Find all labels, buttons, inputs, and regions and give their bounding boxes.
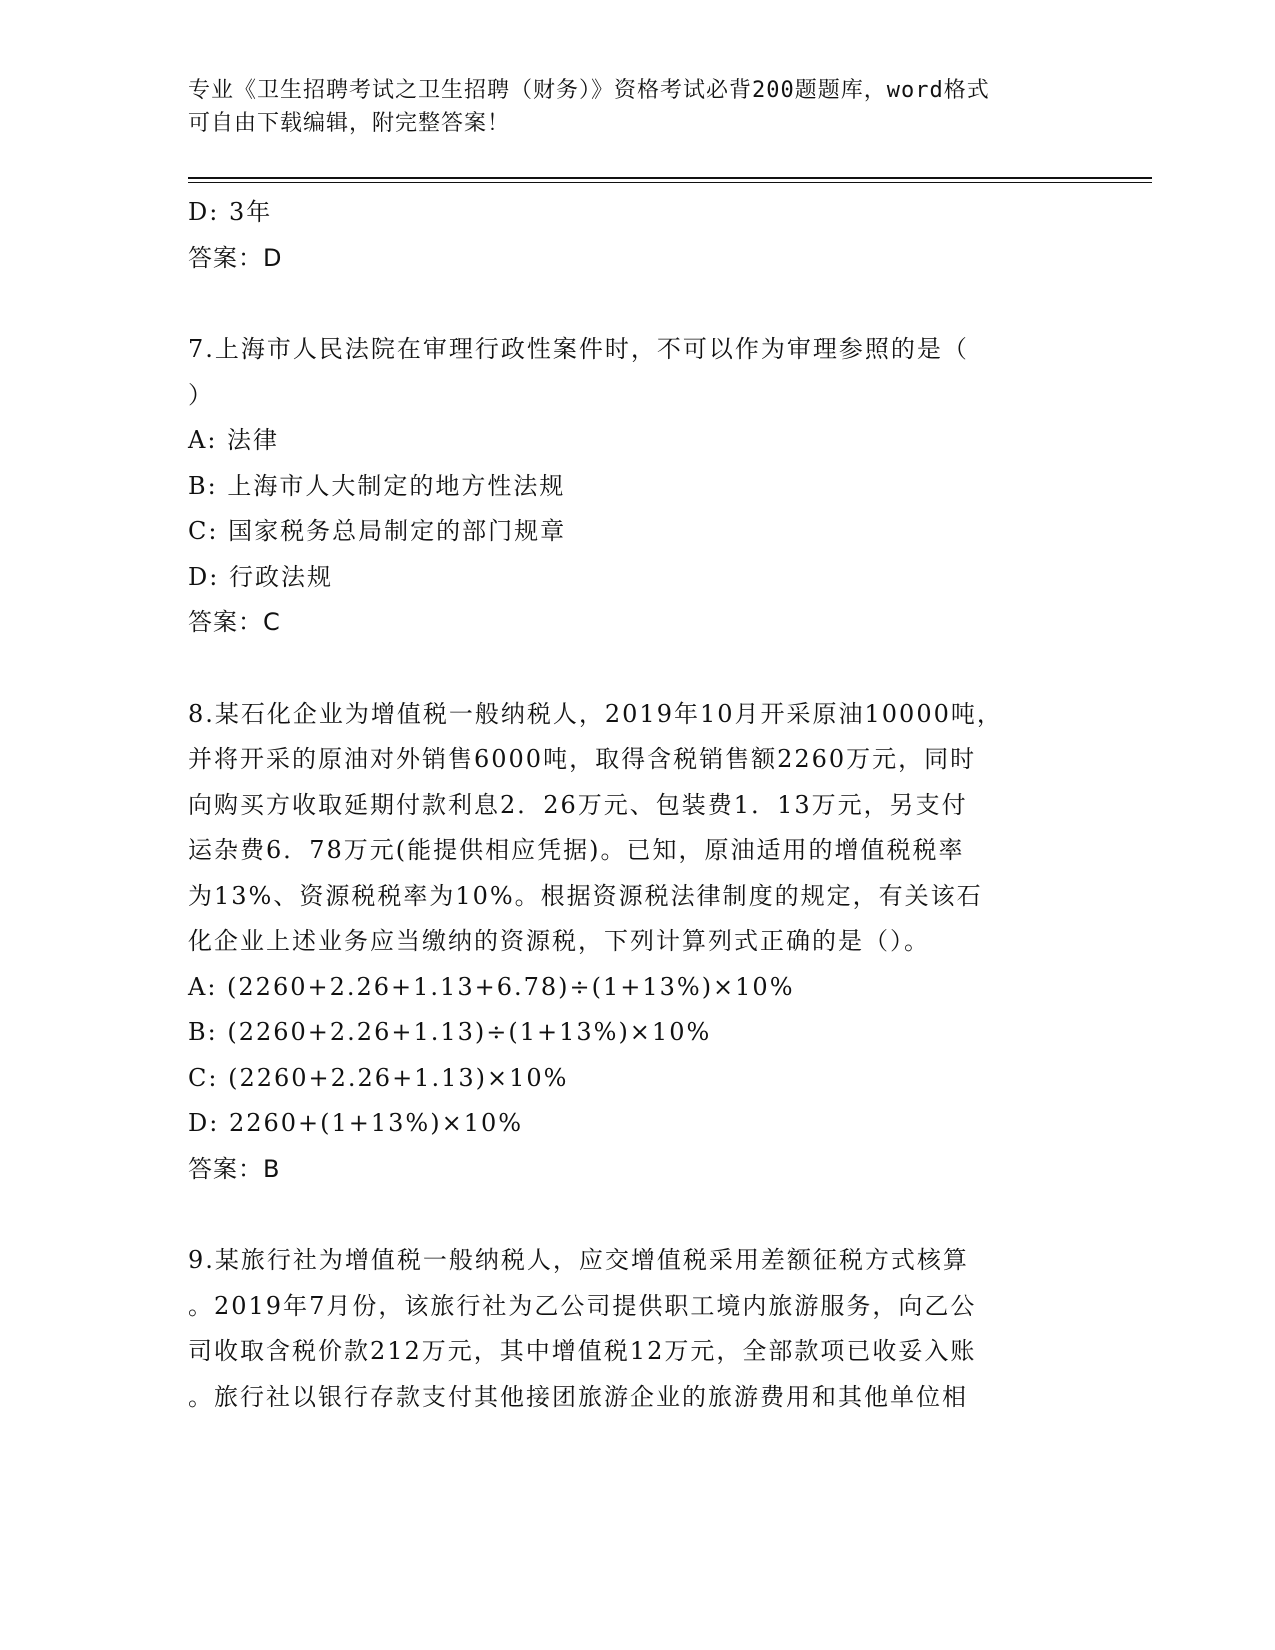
spacer (188, 281, 1088, 327)
header-rule-thin (188, 182, 1152, 183)
q8-answer: 答案：B (188, 1154, 281, 1183)
header-rule-thick (188, 177, 1152, 179)
question-9 (188, 1238, 1088, 1420)
header-line-2: 可自由下载编辑，附完整答案！ (188, 111, 511, 136)
q8-stem-line-4: 运杂费6．78万元(能提供相应凭据)。已知，原油适用的增值税税率 (188, 836, 965, 864)
prev-option-d: D: 3年 (188, 198, 273, 226)
q8-stem-line-2: 并将开采的原油对外销售6000吨，取得含税销售额2260万元，同时 (188, 745, 977, 773)
q8-option-d: D: 2260+(1+13%)×10% (188, 1109, 524, 1137)
q8-stem-line-1: 8.某石化企业为增值税一般纳税人，2019年10月开采原油10000吨， (188, 699, 1003, 728)
q9-stem-line-1: 9.某旅行社为增值税一般纳税人，应交增值税采用差额征税方式核算 (188, 1246, 969, 1274)
header-line-1: 专业《卫生招聘考试之卫生招聘（财务）》资格考试必背200题题库，word格式 (188, 78, 990, 103)
q8-option-b: B: (2260+2.26+1.13)÷(1+13%)×10% (188, 1018, 712, 1046)
q9-stem-line-3: 司收取含税价款212万元，其中增值税12万元，全部款项已收妥入账 (188, 1337, 977, 1365)
q7-stem-line-1: 7.上海市人民法院在审理行政性案件时，不可以作为审理参照的是（ (188, 335, 969, 363)
question-8 (188, 692, 1088, 1193)
q8-option-c: C: (2260+2.26+1.13)×10% (188, 1063, 569, 1092)
q9-stem-line-4: 。旅行社以银行存款支付其他接团旅游企业的旅游费用和其他单位相 (188, 1382, 968, 1411)
q8-option-a: A: (2260+2.26+1.13+6.78)÷(1+13%)×10% (188, 972, 795, 1001)
q8-stem-line-5: 为13%、资源税税率为10%。根据资源税法律制度的规定，有关该石 (188, 881, 983, 910)
q7-option-a: A: 法律 (188, 426, 280, 454)
spacer (188, 1192, 1088, 1238)
spacer (188, 646, 1088, 692)
q7-option-d: D: 行政法规 (188, 562, 333, 591)
q8-stem-line-3: 向购买方收取延期付款利息2．26万元、包装费1．13万元，另支付 (188, 790, 968, 819)
page-header (188, 74, 1068, 140)
q9-stem-line-2: 。2019年7月份，该旅行社为乙公司提供职工境内旅游服务，向乙公 (188, 1291, 977, 1320)
prev-answer: 答案：D (188, 243, 283, 272)
q7-option-b: B: 上海市人大制定的地方性法规 (188, 471, 566, 500)
q7-stem-line-2: ） (188, 380, 214, 409)
question-7 (188, 327, 1088, 646)
q8-stem-line-6: 化企业上述业务应当缴纳的资源税，下列计算列式正确的是（）。 (188, 927, 930, 955)
q7-option-c: C: 国家税务总局制定的部门规章 (188, 517, 567, 545)
q7-answer: 答案：C (188, 608, 281, 636)
document-body (188, 190, 1088, 1420)
